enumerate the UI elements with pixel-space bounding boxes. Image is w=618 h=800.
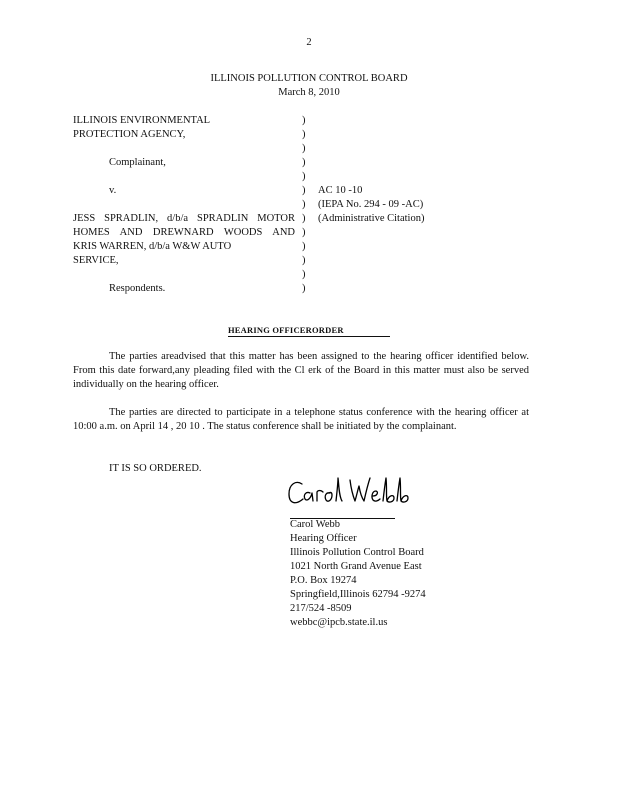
paragraph-assignment-text: The parties areadvised that this matter has been assigned to the hearing officer identified below. From this date forward,any pleading filed with the Cl erk of the Board in this matter must also be served individually on the hearing officer. bbox=[73, 351, 529, 390]
caption-line bbox=[73, 198, 295, 212]
signature-line-text: Springfield,Illinois 62794 -9274 bbox=[290, 589, 426, 600]
caption-paren: ) bbox=[302, 255, 306, 266]
case-number-block bbox=[318, 184, 424, 226]
signature-line-text: 217/524 -8509 bbox=[290, 603, 352, 614]
caption-parentheses bbox=[302, 114, 312, 296]
paragraph-status-conference-text: The parties are directed to participate in a telephone status conference with the hearing officer at 10:00 a.m. on April 14 , 20 10 . The status conference shall be initiated by the complainant. bbox=[73, 407, 529, 432]
signature-line-text: P.O. Box 19274 bbox=[290, 575, 357, 586]
order-date: March 8, 2010 bbox=[278, 87, 340, 98]
paragraph-status-conference bbox=[73, 406, 529, 434]
caption-paren: ) bbox=[302, 129, 306, 140]
caption-paren: ) bbox=[302, 269, 306, 280]
signature-line-text: Hearing Officer bbox=[290, 533, 357, 544]
signature-line-text: Illinois Pollution Control Board bbox=[290, 547, 424, 558]
caption-line: PROTECTION AGENCY, bbox=[73, 129, 186, 140]
caption-paren: ) bbox=[302, 241, 306, 252]
page-number: 2 bbox=[306, 37, 312, 48]
iepa-number: (IEPA No. 294 - 09 -AC) bbox=[318, 199, 424, 210]
case-number: AC 10 -10 bbox=[318, 185, 363, 196]
caption-line: v. bbox=[109, 185, 117, 196]
caption-paren: ) bbox=[302, 185, 306, 196]
caption-paren: ) bbox=[302, 199, 306, 210]
caption-line: ILLINOIS ENVIRONMENTAL bbox=[73, 115, 211, 126]
caption-line: KRIS WARREN, d/b/a W&W AUTO bbox=[73, 241, 232, 252]
handwritten-signature bbox=[286, 474, 416, 514]
signature-line-text: webbc@ipcb.state.il.us bbox=[290, 617, 388, 628]
signature-block bbox=[290, 518, 426, 630]
caption-paren: ) bbox=[302, 283, 306, 294]
caption-paren: ) bbox=[302, 213, 306, 224]
caption-line bbox=[73, 268, 295, 282]
caption-line: SERVICE, bbox=[73, 255, 119, 266]
caption-line: Respondents. bbox=[109, 283, 166, 294]
caption-line: Complainant, bbox=[109, 157, 166, 168]
caption-paren: ) bbox=[302, 171, 306, 182]
caption-line: JESS SPRADLIN, d/b/a SPRADLIN MOTOR bbox=[73, 213, 295, 224]
caption-paren: ) bbox=[302, 227, 306, 238]
caption-paren: ) bbox=[302, 157, 306, 168]
signature-line-text: 1021 North Grand Avenue East bbox=[290, 561, 422, 572]
caption-line bbox=[73, 142, 295, 156]
case-caption-parties bbox=[73, 114, 295, 296]
closing-statement: IT IS SO ORDERED. bbox=[109, 463, 202, 474]
signature-line-text: Carol Webb bbox=[290, 519, 340, 530]
case-type: (Administrative Citation) bbox=[318, 213, 425, 224]
paragraph-assignment bbox=[73, 350, 529, 392]
caption-paren: ) bbox=[302, 143, 306, 154]
caption-paren: ) bbox=[302, 115, 306, 126]
order-title: HEARING OFFICERORDER bbox=[228, 324, 390, 337]
caption-line bbox=[73, 170, 295, 184]
agency-name: ILLINOIS POLLUTION CONTROL BOARD bbox=[210, 73, 408, 84]
caption-line: HOMES AND DREWNARD WOODS AND bbox=[73, 227, 295, 238]
